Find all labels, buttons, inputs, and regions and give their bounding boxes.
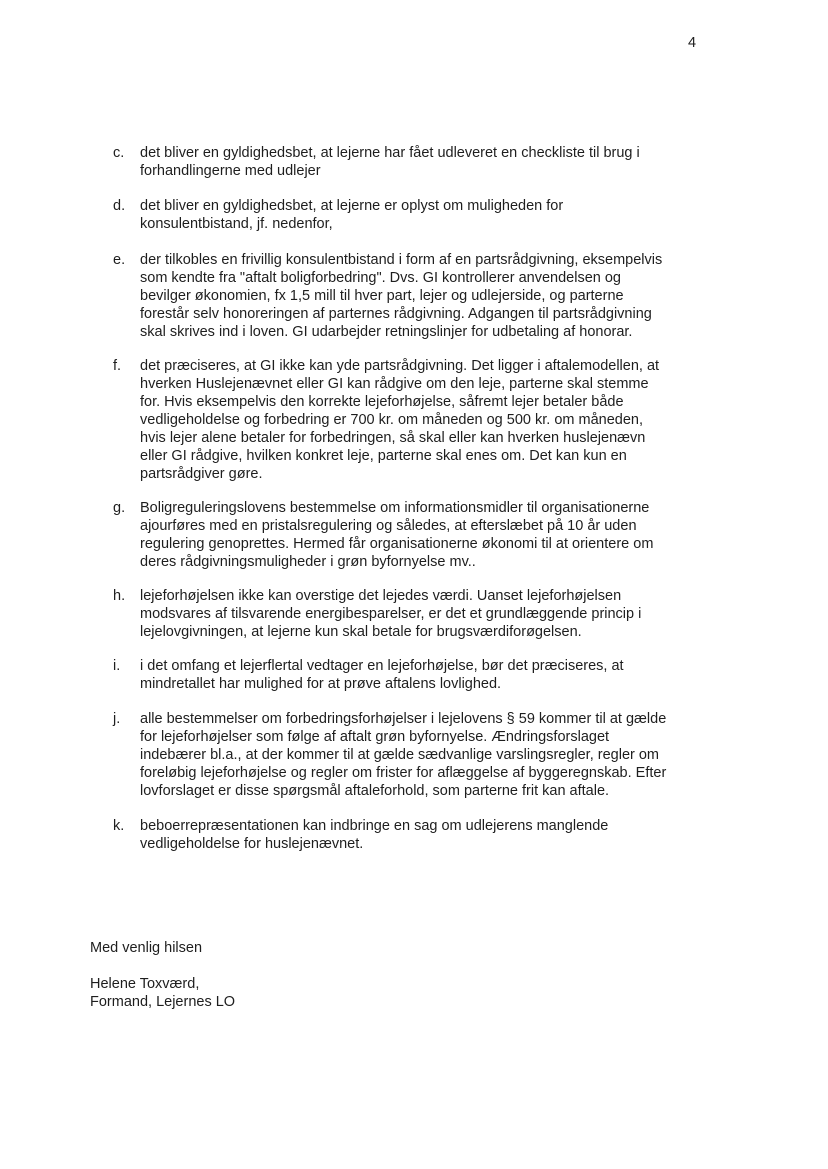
list-marker: c. bbox=[113, 145, 125, 161]
text-line: mindretallet har mulighed for at prøve aftalens lovlighed. bbox=[140, 676, 502, 692]
page-number: 4 bbox=[688, 35, 697, 51]
text-line: for lejeforhøjelser som følge af aftalt grøn byfornyelse. Ændringsforslaget bbox=[140, 729, 610, 745]
list-item-text bbox=[140, 587, 715, 641]
text-line: regulering genoprettes. Hermed får organisationerne økonomi til at orientere om bbox=[140, 536, 654, 552]
text-line: lejelovgivningen, at lejerne kun skal betale for brugsværdiforøgelsen. bbox=[140, 624, 582, 640]
list-marker: d. bbox=[113, 198, 126, 214]
salutation-text: Med venlig hilsen bbox=[90, 940, 203, 956]
text-line: Boligreguleringslovens bestemmelse om informationsmidler til organisationerne bbox=[140, 500, 650, 516]
text-line: for. Hvis eksempelvis den korrekte lejeforhøjelse, såfremt lejer betaler både bbox=[140, 394, 624, 410]
list-item-text bbox=[140, 357, 715, 483]
text-line: skal skrives ind i loven. GI udarbejder retningslinjer for udbetaling af honorar. bbox=[140, 324, 633, 340]
text-line: vedligeholdelse og forbedring er 700 kr. om måneden og 500 kr. om måneden, bbox=[140, 412, 643, 428]
text-line: konsulentbistand, jf. nedenfor, bbox=[140, 216, 333, 232]
text-line: der tilkobles en frivillig konsulentbistand i form af en partsrådgivning, eksempelvis bbox=[140, 252, 663, 268]
list-item-text bbox=[140, 144, 715, 180]
list-marker: g. bbox=[113, 500, 126, 516]
text-line: alle bestemmelser om forbedringsforhøjelser i lejelovens § 59 kommer til at gælde bbox=[140, 711, 667, 727]
list-item-text bbox=[140, 710, 715, 800]
text-line: hverken Huslejenævnet eller GI kan rådgive om den leje, parterne skal stemme bbox=[140, 376, 649, 392]
text-line: eller GI rådgive, hvilken konkret leje, parterne skal enes om. Det kan kun en bbox=[140, 448, 627, 464]
list-item-text bbox=[140, 197, 715, 233]
list-marker: f. bbox=[113, 358, 122, 374]
text-line: i det omfang et lejerflertal vedtager en lejeforhøjelse, bør det præciseres, at bbox=[140, 658, 624, 674]
list-marker: e. bbox=[113, 252, 126, 268]
list-item-text bbox=[140, 817, 715, 853]
signatory-name: Helene Toxværd, bbox=[90, 976, 200, 992]
text-line: det bliver en gyldighedsbet, at lejerne har fået udleveret en checkliste til brug i bbox=[140, 145, 640, 161]
text-line: modsvares af tilsvarende energibesparelser, er det et grundlæggende princip i bbox=[140, 606, 642, 622]
text-line: deres rådgivningsmuligheder i grøn byfornyelse mv.. bbox=[140, 554, 476, 570]
closing-salutation bbox=[90, 939, 202, 957]
list-marker: j. bbox=[113, 711, 121, 727]
list-item-text bbox=[140, 657, 715, 693]
text-line: det præciseres, at GI ikke kan yde partsrådgivning. Det ligger i aftalemodellen, at bbox=[140, 358, 660, 374]
signature-block bbox=[90, 975, 235, 1011]
list-item-text bbox=[140, 499, 715, 571]
text-line: vedligeholdelse for huslejenævnet. bbox=[140, 836, 364, 852]
list-item-text bbox=[140, 251, 715, 341]
text-line: ajourføres med en pristalsregulering og således, at efterslæbet på 10 år uden bbox=[140, 518, 637, 534]
text-line: bevilger økonomien, fx 1,5 mill til hver part, lejer og udlejerside, og parterne bbox=[140, 288, 624, 304]
text-line: forhandlingerne med udlejer bbox=[140, 163, 321, 179]
text-line: lejeforhøjelsen ikke kan overstige det lejedes værdi. Uanset lejeforhøjelsen bbox=[140, 588, 622, 604]
text-line: foreløbig lejeforhøjelse og regler om frister for aflæggelse af byggeregnskab. Efter bbox=[140, 765, 667, 781]
text-line: beboerrepræsentationen kan indbringe en sag om udlejerens manglende bbox=[140, 818, 609, 834]
text-line: partsrådgiver gøre. bbox=[140, 466, 263, 482]
text-line: indebærer bl.a., at der kommer til at gælde sædvanlige varslingsregler, regler om bbox=[140, 747, 660, 763]
text-line: forestår selv honoreringen af parternes rådgivning. Adgangen til partsrådgivning bbox=[140, 306, 652, 322]
text-line: hvis lejer alene betaler for forbedringen, så skal eller kan hverken huslejenævn bbox=[140, 430, 646, 446]
text-line: lovforslaget er disse spørgsmål aftaleforhold, som parterne frit kan aftale. bbox=[140, 783, 610, 799]
text-line: som kendte fra "aftalt boligforbedring". Dvs. GI kontrollerer anvendelsen og bbox=[140, 270, 621, 286]
text-line: det bliver en gyldighedsbet, at lejerne er oplyst om muligheden for bbox=[140, 198, 564, 214]
signatory-title: Formand, Lejernes LO bbox=[90, 994, 236, 1010]
list-marker: k. bbox=[113, 818, 125, 834]
list-marker: i. bbox=[113, 658, 121, 674]
list-marker: h. bbox=[113, 588, 126, 604]
